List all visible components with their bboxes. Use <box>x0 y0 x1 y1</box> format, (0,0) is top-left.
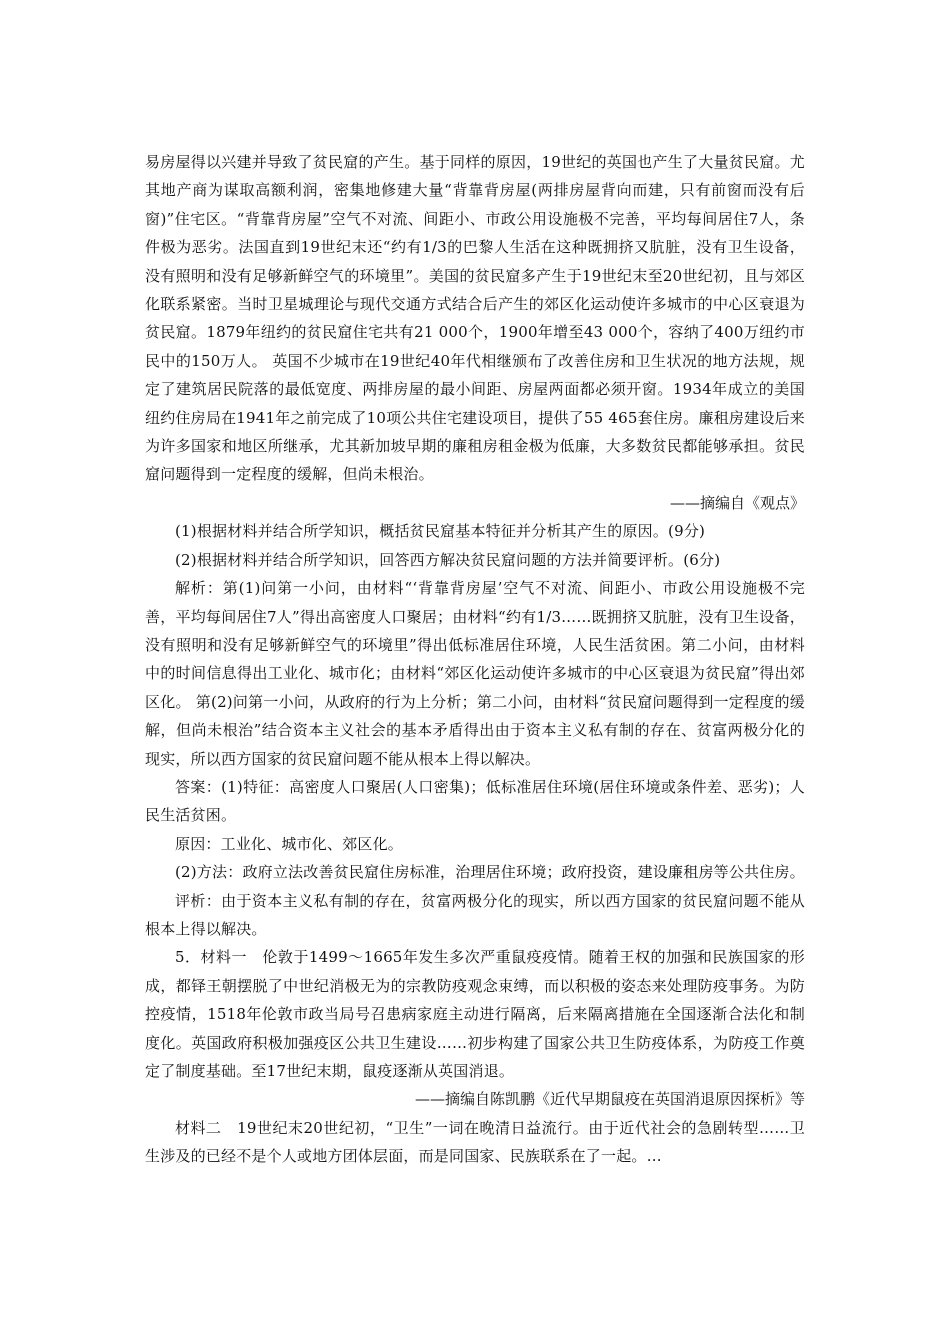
source-citation: ——摘编自《观点》 <box>669 493 805 512</box>
document-page <box>145 148 805 1171</box>
answer-part-2-method: (2)方法：政府立法改善贫民窟住房标准，治理居住环境；政府投资，建设廉租房等公共住房。 <box>175 863 805 882</box>
material-paragraph: 易房屋得以兴建并导致了贫民窟的产生。基于同样的原因，19世纪的英国也产生了大量贫民窟。尤其地产商为谋取高额利润，密集地修建大量“背靠背房屋(两排房屋背向而建，只有前窗而没有后窗)”住宅区。“背靠背房屋”空气不对流、间距小、市政公用设施极不完善，平均每间居住7人，条件极为恶劣。法国直到19世纪末还“约有1/3的巴黎人生活在这种既拥挤又肮脏，没有卫生设备，没有照明和没有足够新鲜空气的环境里”。美国的贫民窟多产生于19世纪末至20世纪初，且与郊区化联系紧密。当时卫星城理论与现代交通方式结合后产生的郊区化运动使许多城市的中心区衰退为贫民窟。1879年纽约的贫民窟住宅共有21 000个，1900年增至43 000个，容纳了400万纽约市民中的150万人。 英国不少城市在19世纪40年代相继颁布了改善住房和卫生状况的地方法规，规定了建筑居民院落的最低宽度、两排房屋的最小间距、房屋两面都必须开窗。1934年成立的美国纽约住房局在1941年之前完成了10项公共住宅建设项目，提供了55 465套住房。廉租房建设后来为许多国家和地区所继承，尤其新加坡早期的廉租房租金极为低廉，大多数贫民都能够承担。贫民窟问题得到一定程度的缓解，但尚未根治。 <box>145 153 805 484</box>
answer-part-2-evaluation: 评析：由于资本主义私有制的存在，贫富两极分化的现实，所以西方国家的贫民窟问题不能从根本上得以解决。 <box>145 891 805 938</box>
question-2: (2)根据材料并结合所学知识，回答西方解决贫民窟问题的方法并简要评析。(6分) <box>175 550 721 569</box>
source-citation-2: ——摘编自陈凯鹏《近代早期鼠疫在英国消退原因探析》等 <box>414 1090 805 1109</box>
answer-causes: 原因：工业化、城市化、郊区化。 <box>175 834 404 853</box>
question-5-material-1: 5．材料一 伦敦于1499～1665年发生多次严重鼠疫疫情。随着王权的加强和民族国家的形成，都铎王朝摆脱了中世纪消极无为的宗教防疫观念束缚，而以积极的姿态来处理防疫事务。为防控疫情，1518年伦敦市政当局号召患病家庭主动进行隔离，后来隔离措施在全国逐渐合法化和制度化。英国政府积极加强疫区公共卫生建设……初步构建了国家公共卫生防疫体系，为防疫工作奠定了制度基础。至17世纪末期，鼠疫逐渐从英国消退。 <box>145 948 805 1080</box>
question-1: (1)根据材料并结合所学知识，概括贫民窟基本特征并分析其产生的原因。(9分) <box>175 522 706 541</box>
question-5-material-2: 材料二 19世纪末20世纪初，“卫生”一词在晚清日益流行。由于近代社会的急剧转型……卫生涉及的已经不是个人或地方团体层面，而是同国家、民族联系在了一起。… <box>145 1118 805 1166</box>
answer-part-1: 答案：(1)特征：高密度人口聚居(人口密集)；低标准居住环境(居住环境或条件差、恶劣)；人民生活贫困。 <box>145 777 805 825</box>
analysis-paragraph: 解析：第(1)问第一小问，由材料“‘背靠背房屋’空气不对流、间距小、市政公用设施极不完善，平均每间居住7人”得出高密度人口聚居；由材料“约有1/3……既拥挤又肮脏，没有卫生设备，没有照明和没有足够新鲜空气的环境里”得出低标准居住环境，人民生活贫困。第二小问，由材料中的时间信息得出工业化、城市化；由材料“郊区化运动使许多城市的中心区衰退为贫民窟”得出郊区化。 第(2)问第一小问，从政府的行为上分析；第二小问，由材料“贫民窟问题得到一定程度的缓解，但尚未根治”结合资本主义社会的基本矛盾得出由于资本主义私有制的存在、贫富两极分化的现实，所以西方国家的贫民窟问题不能从根本上得以解决。 <box>145 579 805 768</box>
